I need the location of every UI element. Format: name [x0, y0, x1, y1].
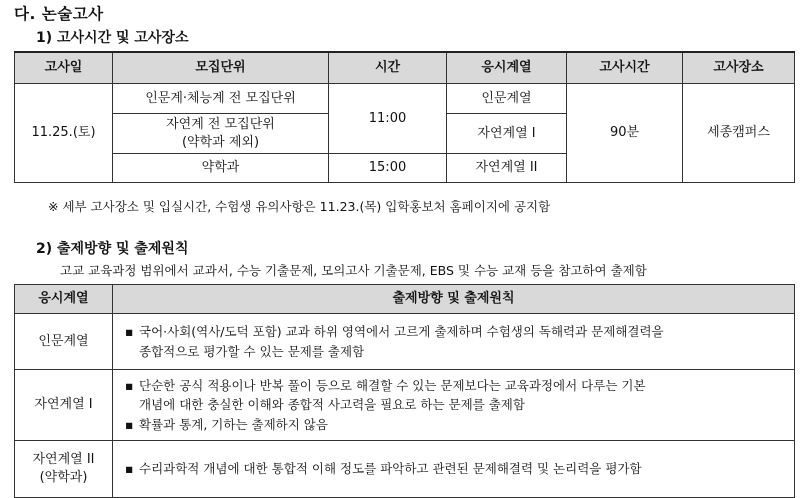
exam-date-cell: 11.25.(토) — [15, 84, 113, 183]
subsection-title-principles: 2) 출제방향 및 출제원칙 — [36, 241, 189, 257]
description-cell — [113, 370, 795, 441]
category-label: 자연계열 I — [34, 397, 93, 412]
item-line: 단순한 공식 적용이나 반복 풀이 등으로 해결할 수 있는 문제보다는 교육과정에서 다루는 기본 — [139, 377, 646, 393]
bullet-icon: ▪ — [125, 324, 134, 339]
track-cell-humanities: 인문계열 — [447, 84, 567, 114]
subsection-title-schedule: 1) 고사시간 및 고사장소 — [36, 30, 189, 46]
header-time: 시간 — [329, 52, 447, 84]
header-track: 응시계열 — [447, 52, 567, 84]
list-item — [125, 322, 784, 361]
time-cell-afternoon: 15:00 — [329, 154, 447, 183]
table-row — [15, 441, 795, 498]
principles-table — [14, 284, 795, 498]
header-track: 응시계열 — [15, 285, 113, 314]
item-line: 개념에 대한 충실한 이해와 종합적 사고력을 필요로 하는 문제를 출제함 — [139, 397, 525, 413]
header-exam-date: 고사일 — [15, 52, 113, 84]
header-duration: 고사시간 — [567, 52, 683, 84]
table-row — [15, 370, 795, 441]
category-sublabel: (약학과) — [39, 470, 88, 485]
table-header-row — [15, 285, 795, 314]
description-cell — [113, 314, 795, 370]
list-item — [125, 415, 784, 435]
category-cell — [15, 441, 113, 498]
header-unit: 모집단위 — [113, 52, 329, 84]
track-cell-natural-1: 자연계열 I — [447, 114, 567, 154]
item-line: 수리과학적 개념에 대한 통합적 이해 정도를 파악하고 관련된 문제해결력 및 논리력을 평가함 — [139, 461, 642, 477]
bullet-icon: ▪ — [125, 416, 134, 432]
unit-natural-line1: 자연계 전 모집단위 — [166, 116, 275, 132]
table-row — [15, 84, 795, 114]
table-header-row — [15, 52, 795, 84]
list-item — [125, 376, 784, 415]
item-line: 국어·사회(역사/도덕 포함) 교과 하위 영역에서 고르게 출제하며 수험생의 독해력과 문제해결력을 — [139, 324, 664, 339]
exam-schedule-table — [14, 51, 795, 183]
item-line: 종합적으로 평가할 수 있는 문제를 출제함 — [139, 343, 365, 359]
unit-natural-line2: (약학과 제외) — [181, 134, 260, 150]
unit-cell-natural — [113, 114, 329, 154]
unit-cell-humanities: 인문계·체능계 전 모집단위 — [113, 84, 329, 114]
list-item — [125, 459, 784, 479]
schedule-note: ※ 세부 고사장소 및 입실시간, 수험생 유의사항은 11.23.(목) 입학홍보처 홈페이지에 공지함 — [48, 199, 551, 214]
bullet-icon: ▪ — [125, 461, 134, 477]
track-cell-natural-2: 자연계열 II — [447, 154, 567, 183]
duration-cell: 90분 — [567, 84, 683, 183]
bullet-icon: ▪ — [125, 377, 134, 393]
category-cell — [15, 370, 113, 441]
category-cell — [15, 314, 113, 370]
section-title: 다. 논술고사 — [14, 5, 104, 23]
category-label: 인문계열 — [38, 333, 89, 349]
description-cell — [113, 441, 795, 498]
principles-intro: 고교 교육과정 범위에서 교과서, 수능 기출문제, 모의고사 기출문제, EBS 및 수능 교재 등을 참고하여 출제함 — [60, 263, 647, 278]
time-cell-morning: 11:00 — [329, 84, 447, 154]
unit-cell-pharmacy: 약학과 — [113, 154, 329, 183]
item-line: 확률과 통계, 기하는 출제하지 않음 — [139, 416, 328, 432]
category-label: 자연계열 II — [32, 452, 95, 467]
header-venue: 고사장소 — [683, 52, 795, 84]
header-principles: 출제방향 및 출제원칙 — [113, 285, 795, 314]
table-row — [15, 314, 795, 370]
venue-cell: 세종캠퍼스 — [683, 84, 795, 183]
